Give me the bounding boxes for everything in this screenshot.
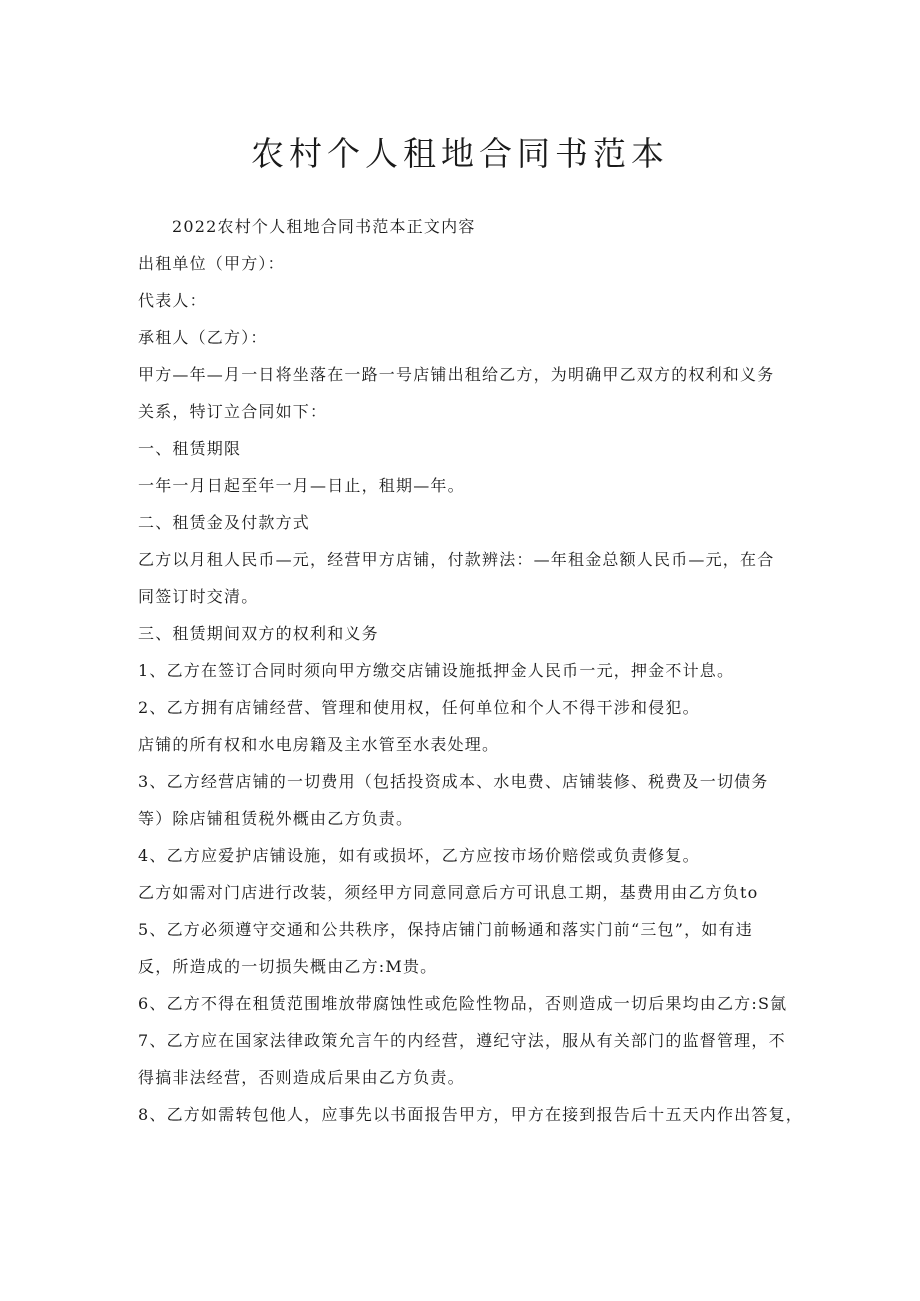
clause-line: 1、乙方在签订合同时须向甲方缴交店铺设施抵押金人民币一元，押金不计息。 — [138, 661, 735, 680]
section-heading: 一、租赁期限 — [138, 439, 242, 458]
paragraph-line: 关系，特订立合同如下： — [138, 402, 328, 421]
lessee-line: 承租人（乙方）： — [138, 328, 268, 347]
document-body — [138, 208, 818, 1133]
paragraph-line: 乙方如需对门店进行改装，须经甲方同意同意后方可讯息工期，基费用由乙方负to — [138, 883, 759, 902]
clause-line: 2、乙方拥有店铺经营、管理和使用权，任何单位和个人不得干涉和侵犯。 — [138, 698, 700, 717]
paragraph-line: 店铺的所有权和水电房籍及主水管至水表处理。 — [138, 735, 500, 754]
paragraph-line: 同签订时交清。 — [138, 587, 259, 606]
subtitle-line: 2022农村个人租地合同书范本正文内容 — [172, 217, 476, 236]
paragraph-line: 反，所造成的一切损失概由乙方:M贵。 — [138, 957, 438, 976]
clause-line: 6、乙方不得在租赁范围堆放带腐蚀性或危险性物品，否则造成一切后果均由乙方:S氤 — [138, 994, 788, 1013]
clause-line: 3、乙方经营店铺的一切费用（包括投资成本、水电费、店铺装修、税费及一切债务 — [138, 772, 769, 791]
paragraph-line: 得搞非法经营，否则造成后果由乙方负责。 — [138, 1068, 465, 1087]
clause-line: 7、乙方应在国家法律政策允言午的内经营，遵纪守法，服从有关部门的监督管理，不 — [138, 1031, 786, 1050]
document-title: 农村个人租地合同书范本 — [251, 134, 669, 173]
paragraph-line: 等）除店铺租赁税外概由乙方负责。 — [138, 809, 414, 828]
section-heading: 二、租赁金及付款方式 — [138, 513, 311, 532]
paragraph-line: 甲方—年—月一日将坐落在一路一号店铺出租给乙方，为明确甲乙双方的权利和义务 — [138, 365, 775, 384]
clause-line: 8、乙方如需转包他人，应事先以书面报告甲方，甲方在接到报告后十五天内作出答复， — [138, 1105, 803, 1124]
lessor-line: 出租单位（甲方）： — [138, 254, 285, 273]
paragraph-line: 一年一月日起至年一月—日止，租期—年。 — [138, 476, 465, 495]
section-heading: 三、租赁期间双方的权利和义务 — [138, 624, 379, 643]
clause-line: 4、乙方应爱护店铺设施，如有或损坏，乙方应按市场价赔偿或负责修复。 — [138, 846, 700, 865]
paragraph-line: 乙方以月租人民币—元，经营甲方店铺，付款辨法：—年租金总额人民币—元，在合 — [138, 550, 775, 569]
representative-line: 代表人： — [138, 291, 207, 310]
clause-line: 5、乙方必须遵守交通和公共秩序，保持店铺门前畅通和落实门前“三包”，如有违 — [138, 920, 753, 939]
